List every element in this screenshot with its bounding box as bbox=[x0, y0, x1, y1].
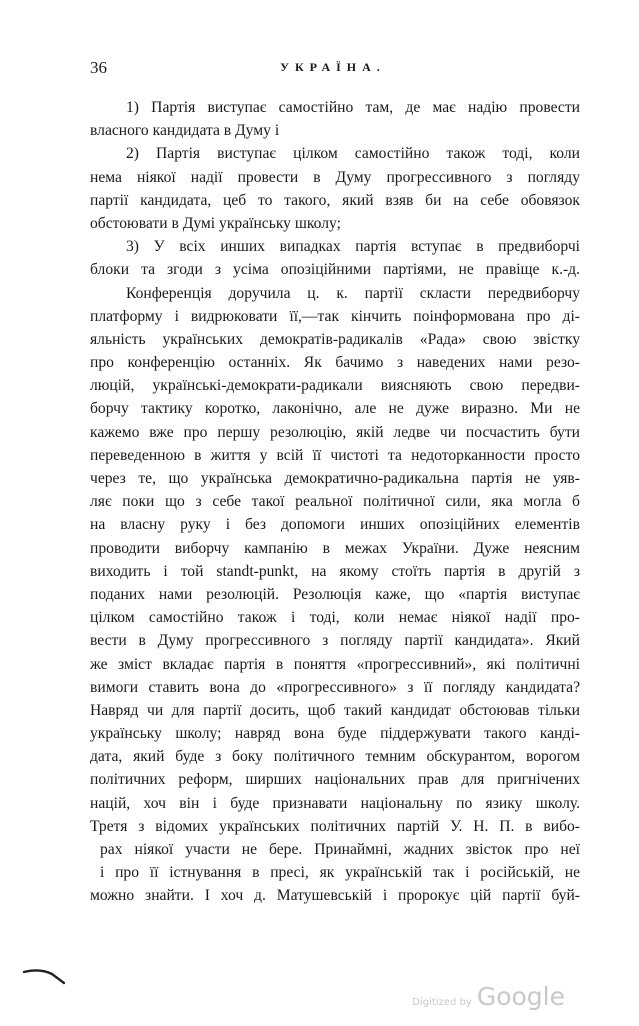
text-line: дата, який буде з боку політичного темним обскурантом, ворогом bbox=[90, 748, 580, 766]
text-line: яльність українських демократів-радикалів «Рада» свою звістку bbox=[90, 330, 580, 348]
text-line: Конференція доручила ц. к. партії скласти передвиборчу bbox=[126, 284, 580, 302]
text-line: українську школу; навряд вона буде піддержувати такого канді- bbox=[90, 725, 580, 743]
text-line: про конференцію останніх. Як бачимо з наведених нами резо- bbox=[90, 354, 580, 372]
text-line: через те, що українська демократично-радикальна партія не уяв- bbox=[90, 470, 580, 487]
text-line: цілком самостійно також і тоді, коли немає ніякої надії про- bbox=[90, 609, 580, 627]
text-line: політичних реформ, ширших національних прав для пригнічених bbox=[90, 771, 580, 789]
text-line: вимоги ставить вона до «прогрессивного» з її погляду кандидата? bbox=[90, 678, 580, 696]
text-line: ляє поки що з себе такої реальної політичної сили, яка могла б bbox=[90, 493, 580, 511]
text-line: люцій, українські-демократи-радикали виясняють свою передви- bbox=[90, 377, 580, 395]
text-line: проводити виборчу кампанію в межах України. Дуже неясним bbox=[90, 539, 580, 557]
page-header bbox=[90, 58, 576, 82]
text-line: націй, хоч він і буде признавати національну по язику школу. bbox=[90, 794, 580, 812]
text-line: на власну руку і без допомоги инших опозіційних елементів bbox=[90, 516, 580, 534]
text-line: рах ніякої участи не бере. Принаймні, жадних звісток про неї bbox=[100, 841, 580, 858]
text-line: обстоювати в Думі українську школу; bbox=[90, 214, 341, 232]
text-line: партії кандидата, цеб то такого, який взяв би на себе обовязок bbox=[90, 191, 580, 209]
text-line: 3) У всіх инших випадках партія вступає в предвиборчі bbox=[126, 238, 580, 256]
text-line: можно знайти. І хоч д. Матушевській і пророкує цій партії буй- bbox=[90, 887, 580, 905]
body-text bbox=[90, 96, 580, 908]
running-head: УКРАЇНА. bbox=[280, 60, 386, 74]
text-line: 2) Партія виступає цілком самостійно також тоді, коли bbox=[126, 145, 580, 163]
watermark-prefix: Digitized by bbox=[412, 997, 472, 1008]
watermark-brand: Google bbox=[476, 982, 565, 1011]
text-line: борчу тактику коротко, лаконічно, але не дуже виразно. Ми не bbox=[90, 400, 580, 418]
text-line: Третя з відомих українських політичних партій У. Н. П. в вибо- bbox=[90, 817, 580, 835]
text-line: 1) Партія виступає самостійно там, де має надію провести bbox=[126, 99, 580, 116]
text-line: нема ніякої надії провести в Думу прогрессивного з погляду bbox=[90, 168, 580, 186]
text-line: і про її істнування в пресі, як українській так і російській, не bbox=[100, 864, 580, 882]
digitized-by-google-watermark bbox=[412, 982, 565, 1011]
text-line: блоки та згоди з усіма опозіційними партіями, не правіще к.-д. bbox=[90, 261, 580, 279]
text-line: же зміст вкладає партія в поняття «прогрессивний», які політичні bbox=[90, 655, 580, 673]
text-line: вести в Думу прогрессивного з погляду партії кандидата». Який bbox=[90, 632, 580, 650]
text-line: Навряд чи для партії досить, щоб такий кандидат обстоював тільки bbox=[90, 701, 580, 719]
text-line: виходить і той standt-punkt, на якому стоїть партія в другій з bbox=[90, 562, 580, 580]
text-line: поданих нами резолюцій. Резолюція каже, що «партія виступає bbox=[90, 585, 580, 603]
text-line: переведенною в життя у всій її чистоті та недоторканности просто bbox=[90, 446, 580, 464]
text-line: власного кандидата в Думу і bbox=[90, 122, 280, 140]
page-number: 36 bbox=[90, 58, 107, 77]
text-line: кажемо вже про першу резолюцію, якій ледве чи посчастить бути bbox=[90, 423, 580, 441]
scan-mark bbox=[22, 966, 66, 986]
text-line: платформу і видрюковати її,—так кінчить поінформована про ді- bbox=[90, 307, 580, 325]
